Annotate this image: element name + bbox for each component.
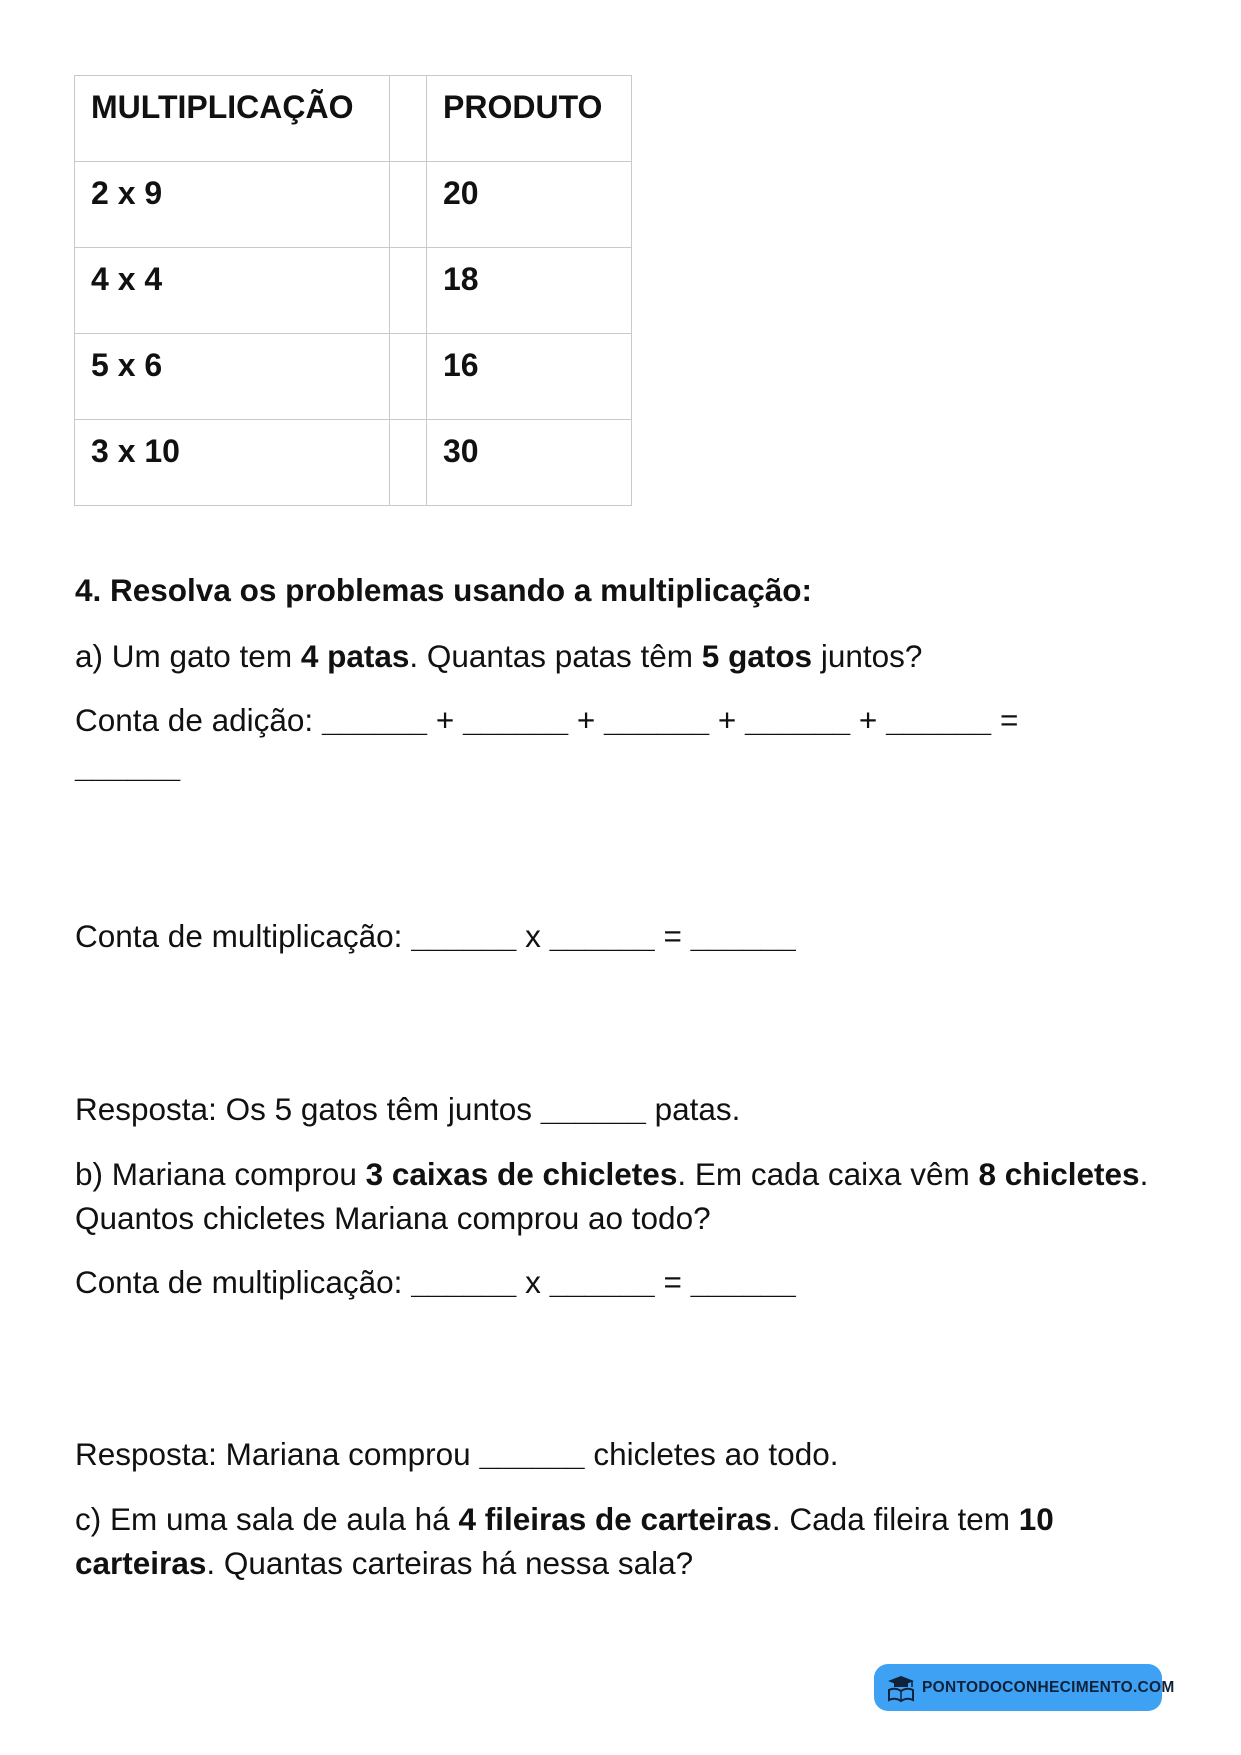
table-spacer-cell (390, 248, 427, 334)
table-header-row (75, 76, 632, 162)
question-c-part1: c) Em uma sala de aula há (75, 1501, 459, 1537)
plus-sign: + (850, 702, 887, 738)
equals-sign: = (991, 702, 1019, 738)
question-b-part2: . Em cada caixa vêm (677, 1156, 979, 1192)
answer-blank[interactable]: ______ (549, 1264, 655, 1300)
table-row (75, 162, 632, 248)
question-a-bold2: 5 gatos (701, 638, 813, 674)
question-a-part1: a) Um gato tem (75, 638, 301, 674)
answer-blank[interactable]: ______ (745, 702, 851, 738)
table-spacer-cell (390, 76, 427, 162)
table-row (75, 248, 632, 334)
table-cell (427, 420, 632, 506)
question-b-bold1: 3 caixas de chicletes (365, 1156, 678, 1192)
product-value: 20 (443, 175, 479, 211)
table-row (75, 420, 632, 506)
table-cell (75, 248, 390, 334)
multiplication-expression: 5 x 6 (91, 347, 163, 383)
graduation-book-icon (886, 1673, 916, 1703)
header-produto: PRODUTO (443, 89, 603, 125)
multiplication-expression: 4 x 4 (91, 261, 163, 297)
answer-blank[interactable]: ______ (690, 918, 796, 954)
answer-blank[interactable]: ______ (411, 918, 517, 954)
multiplication-line-b (75, 1260, 1165, 1304)
multiplication-table (74, 75, 632, 506)
question-c-part3: . Quantas carteiras há nessa sala? (206, 1545, 694, 1581)
question-a-part3: juntos? (812, 638, 923, 674)
brand-text: PONTODOCONHECIMENTO.COM (922, 1678, 1175, 1696)
table-spacer-cell (390, 162, 427, 248)
addition-result-line (75, 744, 1165, 788)
answer-blank[interactable]: ______ (479, 1436, 585, 1472)
question-c-bold2: 10 carteiras (75, 1501, 1054, 1581)
question-b-text (75, 1152, 1165, 1240)
question-c-part2: . Cada fileira tem (771, 1501, 1019, 1537)
table-cell (75, 162, 390, 248)
answer-blank[interactable]: ______ (690, 1264, 796, 1300)
table-cell (427, 162, 632, 248)
answer-blank[interactable]: ______ (411, 1264, 517, 1300)
table-cell (75, 334, 390, 420)
question-a-text (75, 634, 1165, 678)
product-value: 18 (443, 261, 479, 297)
product-value: 30 (443, 433, 479, 469)
question-c-bold1: 4 fileiras de carteiras (458, 1501, 772, 1537)
plus-sign: + (709, 702, 746, 738)
product-value: 16 (443, 347, 479, 383)
plus-sign: + (427, 702, 463, 738)
brand-badge[interactable] (874, 1664, 1175, 1711)
question-a-bold1: 4 patas (300, 638, 410, 674)
table-header-cell (75, 76, 390, 162)
table-header-cell (427, 76, 632, 162)
multiplication-expression: 2 x 9 (91, 175, 163, 211)
question-a-part2: . Quantas patas têm (409, 638, 702, 674)
equals-sign: = (654, 918, 691, 954)
answer-blank[interactable]: ______ (886, 702, 992, 738)
plus-sign: + (568, 702, 604, 738)
equals-sign: = (654, 1264, 691, 1300)
question-b-part1: b) Mariana comprou (75, 1156, 366, 1192)
answer-blank[interactable]: ______ (540, 1091, 646, 1127)
answer-blank[interactable]: ______ (321, 702, 428, 738)
answer-b-post: chicletes ao todo. (584, 1436, 839, 1472)
table-spacer-cell (390, 334, 427, 420)
multiplication-table-container (74, 75, 632, 506)
question-4-title (75, 568, 1165, 612)
multiplication-label: Conta de multiplicação: (75, 1264, 412, 1300)
answer-blank[interactable]: ______ (604, 702, 710, 738)
answer-a-post: patas. (645, 1091, 741, 1127)
answer-a-pre: Resposta: Os 5 gatos têm juntos (75, 1091, 541, 1127)
multiplication-label: Conta de multiplicação: (75, 918, 412, 954)
question-title-text: 4. Resolva os problemas usando a multiplicação: (75, 572, 812, 608)
times-sign: x (516, 1264, 550, 1300)
times-sign: x (516, 918, 550, 954)
table-spacer-cell (390, 420, 427, 506)
addition-label: Conta de adição: (75, 702, 322, 738)
answer-blank[interactable]: ______ (75, 748, 181, 784)
answer-line-b (75, 1432, 1165, 1476)
answer-blank[interactable]: ______ (462, 702, 569, 738)
table-cell (75, 420, 390, 506)
multiplication-line-a (75, 914, 1165, 958)
table-cell (427, 248, 632, 334)
question-b-part3: . Quantos chicletes Mariana comprou ao todo? (75, 1156, 1149, 1236)
question-b-bold2: 8 chicletes (978, 1156, 1140, 1192)
header-multiplicacao: MULTIPLICAÇÃO (91, 89, 354, 125)
table-cell (427, 334, 632, 420)
answer-blank[interactable]: ______ (549, 918, 655, 954)
multiplication-expression: 3 x 10 (91, 433, 180, 469)
answer-b-pre: Resposta: Mariana comprou (75, 1436, 480, 1472)
table-row (75, 334, 632, 420)
addition-line (75, 698, 1165, 742)
answer-line-a (75, 1087, 1165, 1131)
question-c-text (75, 1497, 1165, 1585)
